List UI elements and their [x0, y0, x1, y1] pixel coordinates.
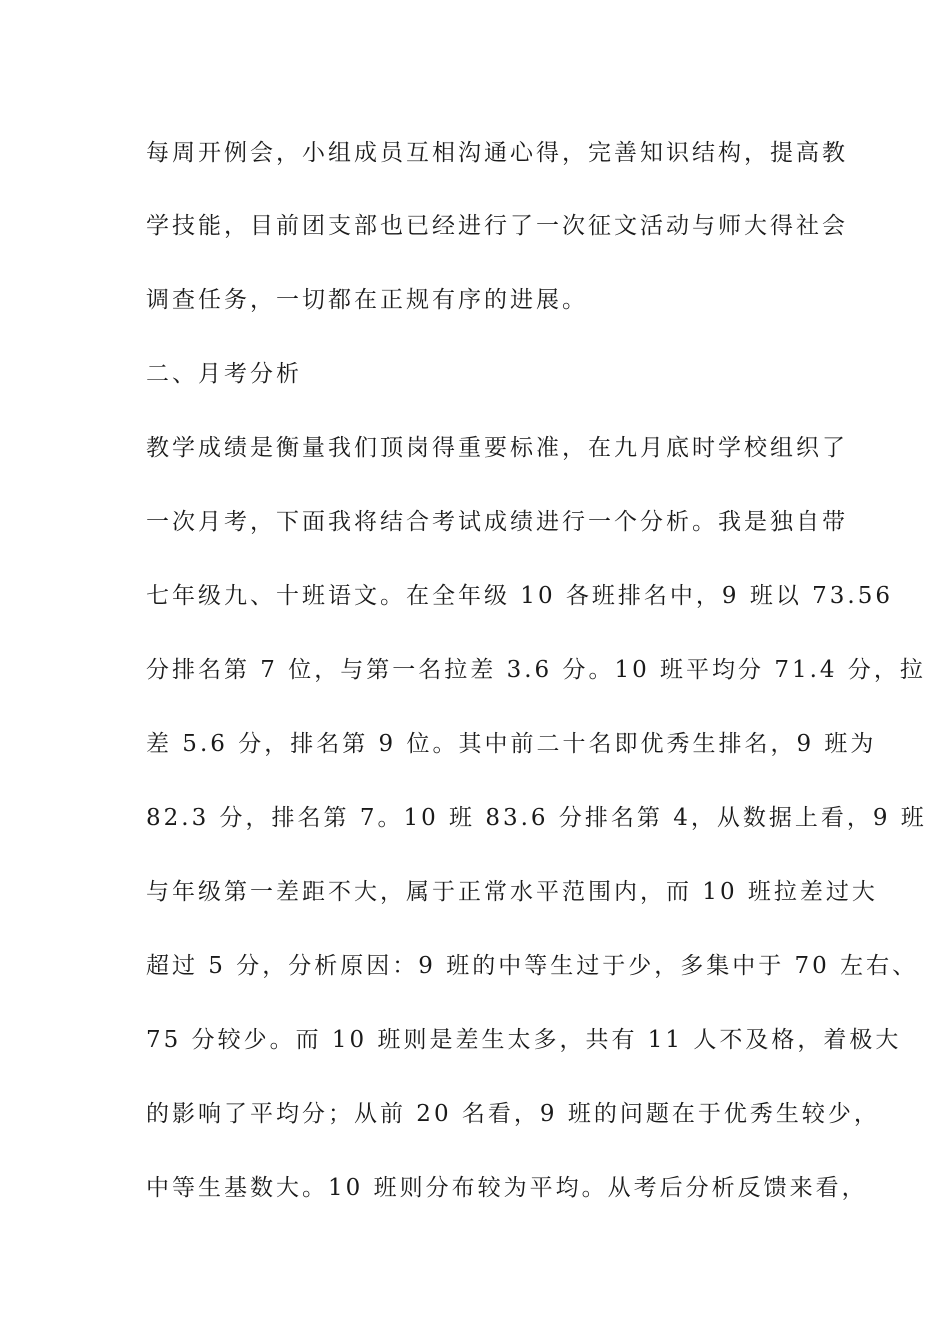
paragraph-line-15: 中等生基数大。10 班则分布较为平均。从考后分析反馈来看， [146, 1175, 868, 1201]
paragraph-line-7: 七年级九、十班语文。在全年级 10 各班排名中，9 班以 73.56 [146, 583, 893, 609]
paragraph-line-1: 每周开例会，小组成员互相沟通心得，完善知识结构，提高教 [146, 140, 848, 166]
paragraph-line-3: 调查任务，一切都在正规有序的进展。 [146, 287, 588, 313]
paragraph-line-10: 82.3 分，排名第 7。10 班 83.6 分排名第 4，从数据上看，9 班 [146, 805, 927, 831]
paragraph-line-13: 75 分较少。而 10 班则是差生太多，共有 11 人不及格，着极大 [146, 1027, 902, 1053]
paragraph-line-6: 一次月考，下面我将结合考试成绩进行一个分析。我是独自带 [146, 509, 848, 535]
paragraph-line-8: 分排名第 7 位，与第一名拉差 3.6 分。10 班平均分 71.4 分，拉 [146, 657, 926, 683]
paragraph-line-5: 教学成绩是衡量我们顶岗得重要标准，在九月底时学校组织了 [146, 435, 848, 461]
section-heading: 二、月考分析 [146, 361, 302, 387]
paragraph-line-9: 差 5.6 分，排名第 9 位。其中前二十名即优秀生排名，9 班为 [146, 731, 877, 757]
paragraph-line-2: 学技能，目前团支部也已经进行了一次征文活动与师大得社会 [146, 213, 848, 239]
paragraph-line-14: 的影响了平均分；从前 20 名看，9 班的问题在于优秀生较少， [146, 1101, 880, 1127]
paragraph-line-12: 超过 5 分，分析原因：9 班的中等生过于少，多集中于 70 左右、 [146, 953, 919, 979]
paragraph-line-11: 与年级第一差距不大，属于正常水平范围内，而 10 班拉差过大 [146, 879, 878, 905]
